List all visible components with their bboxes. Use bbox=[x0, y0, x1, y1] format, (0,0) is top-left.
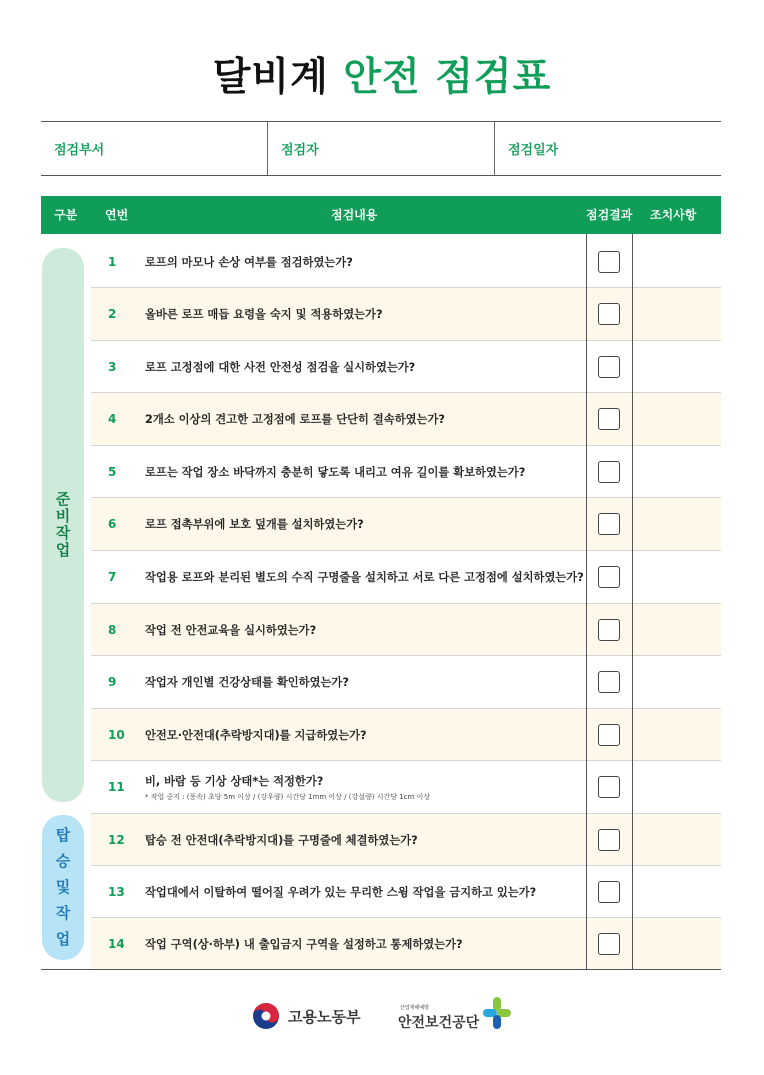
result-checkbox[interactable] bbox=[598, 303, 620, 325]
row-text: 2개소 이상의 견고한 고정점에 로프를 단단히 결속하였는가? bbox=[145, 413, 445, 426]
row-text: 로프 고정점에 대한 사전 안전성 점검을 실시하였는가? bbox=[145, 360, 416, 374]
inspection-info-bar bbox=[41, 121, 721, 176]
table-row bbox=[91, 236, 721, 288]
header-result: 점검결과 bbox=[586, 208, 633, 222]
dept-field[interactable] bbox=[41, 122, 267, 175]
row-content bbox=[145, 709, 585, 760]
row-number: 8 bbox=[108, 622, 117, 637]
result-checkbox[interactable] bbox=[598, 881, 620, 903]
row-content bbox=[145, 551, 585, 603]
header-action: 조치사항 bbox=[650, 208, 697, 222]
row-number: 5 bbox=[108, 464, 117, 479]
result-checkbox[interactable] bbox=[598, 829, 620, 851]
row-text: 탑승 전 안전대(추락방지대)를 구명줄에 체결하였는가? bbox=[145, 833, 418, 847]
row-text: 안전모·안전대(추락방지대)를 지급하였는가? bbox=[145, 728, 367, 742]
table-row bbox=[91, 341, 721, 393]
kosha-cross-icon bbox=[480, 995, 514, 1031]
category-prep-work bbox=[42, 248, 84, 802]
row-content bbox=[145, 341, 585, 392]
row-content bbox=[145, 604, 585, 655]
result-checkbox[interactable] bbox=[598, 461, 620, 483]
row-text: 작업자 개인별 건강상태를 확인하였는가? bbox=[145, 676, 349, 689]
row-number: 1 bbox=[108, 254, 117, 269]
result-checkbox[interactable] bbox=[598, 566, 620, 588]
row-text: 작업 전 안전교육을 실시하였는가? bbox=[145, 623, 317, 637]
header-category: 구분 bbox=[54, 208, 78, 222]
table-row bbox=[91, 866, 721, 918]
row-content bbox=[145, 446, 585, 497]
row-number: 12 bbox=[108, 832, 125, 847]
category-ride-char: 업 bbox=[55, 930, 71, 948]
dept-label: 점검부서 bbox=[54, 143, 105, 158]
table-row bbox=[91, 761, 721, 814]
table-row bbox=[91, 709, 721, 761]
row-text: 작업대에서 이탈하여 떨어질 우려가 있는 무리한 스윙 작업을 금지하고 있는가? bbox=[145, 885, 537, 899]
row-note: * 작업 중지 : (풍속) 초당 5m 이상 / (강우량) 시간당 1mm 이상 / (강설량) 시간당 1cm 이상 bbox=[145, 792, 431, 801]
result-checkbox[interactable] bbox=[598, 671, 620, 693]
row-number: 13 bbox=[108, 884, 125, 899]
row-text: 작업 구역(상·하부) 내 출입금지 구역을 설정하고 통제하였는가? bbox=[145, 937, 463, 951]
kosha-logo-text: 안전보건공단 bbox=[398, 1015, 480, 1031]
column-divider-action bbox=[632, 234, 633, 969]
table-row bbox=[91, 498, 721, 551]
result-checkbox[interactable] bbox=[598, 513, 620, 535]
row-content bbox=[145, 866, 585, 917]
footer-logos bbox=[0, 992, 764, 1042]
row-number: 10 bbox=[108, 727, 125, 742]
row-text: 로프는 작업 장소 바닥까지 충분히 닿도록 내리고 여유 길이를 확보하였는가? bbox=[145, 465, 526, 479]
result-checkbox[interactable] bbox=[598, 619, 620, 641]
table-header bbox=[41, 196, 721, 234]
category-ride-char: 작 bbox=[55, 904, 71, 922]
row-number: 11 bbox=[108, 780, 125, 794]
table-row bbox=[91, 393, 721, 446]
result-checkbox[interactable] bbox=[598, 933, 620, 955]
row-content bbox=[145, 288, 585, 340]
row-text: 올바른 로프 매듭 요령을 숙지 및 적용하였는가? bbox=[145, 308, 383, 321]
category-ride-char: 승 bbox=[55, 852, 71, 870]
result-checkbox[interactable] bbox=[598, 776, 620, 798]
row-content bbox=[145, 761, 585, 813]
row-text: 비, 바람 등 기상 상태*는 적정한가? bbox=[145, 774, 324, 788]
header-no: 연번 bbox=[105, 208, 129, 222]
row-number: 3 bbox=[108, 359, 117, 374]
table-row bbox=[91, 814, 721, 866]
row-content bbox=[145, 498, 585, 550]
table-row bbox=[91, 551, 721, 604]
row-text: 로프의 마모나 손상 여부를 점검하였는가? bbox=[145, 255, 353, 269]
row-number: 6 bbox=[108, 517, 117, 531]
category-ride-char: 탑 bbox=[55, 826, 71, 844]
category-prep-char: 업 bbox=[55, 541, 71, 559]
category-prep-char: 비 bbox=[55, 507, 71, 525]
moel-logo-text: 고용노동부 bbox=[288, 1008, 361, 1026]
category-boarding-work bbox=[42, 815, 84, 960]
page-title bbox=[0, 46, 764, 102]
date-label: 점검일자 bbox=[508, 143, 559, 158]
table-row bbox=[91, 918, 721, 969]
title-part1: 달비계 bbox=[212, 55, 329, 100]
result-checkbox[interactable] bbox=[598, 251, 620, 273]
row-content bbox=[145, 236, 585, 287]
row-text: 작업용 로프와 분리된 별도의 수직 구명줄을 설치하고 서로 다른 고정점에 설치하였는가? bbox=[145, 571, 584, 584]
result-checkbox[interactable] bbox=[598, 408, 620, 430]
row-number: 7 bbox=[108, 570, 117, 584]
row-text: 로프 접촉부위에 보호 덮개를 설치하였는가? bbox=[145, 518, 364, 531]
category-prep-char: 작 bbox=[55, 524, 71, 542]
row-number: 9 bbox=[108, 675, 117, 689]
column-divider-result bbox=[586, 234, 587, 969]
result-checkbox[interactable] bbox=[598, 356, 620, 378]
row-content bbox=[145, 814, 585, 865]
category-prep-char: 준 bbox=[55, 490, 71, 508]
date-field[interactable] bbox=[494, 122, 721, 175]
kosha-logo-subtext: 산업재해예방 bbox=[400, 1005, 429, 1011]
result-checkbox[interactable] bbox=[598, 724, 620, 746]
row-content bbox=[145, 656, 585, 708]
category-ride-char: 및 bbox=[55, 878, 71, 896]
row-content bbox=[145, 918, 585, 969]
table-row bbox=[91, 604, 721, 656]
moel-emblem-icon bbox=[252, 1002, 280, 1030]
table-bottom-rule bbox=[41, 969, 721, 970]
row-number: 4 bbox=[108, 412, 117, 426]
row-number: 14 bbox=[108, 936, 125, 951]
row-content bbox=[145, 393, 585, 445]
inspector-label: 점검자 bbox=[281, 143, 319, 158]
title-part2: 안전 점검표 bbox=[343, 55, 552, 100]
header-content: 점검내용 bbox=[331, 208, 378, 222]
table-row bbox=[91, 288, 721, 341]
table-row bbox=[91, 446, 721, 498]
row-number: 2 bbox=[108, 307, 117, 321]
inspector-field[interactable] bbox=[267, 122, 494, 175]
table-row bbox=[91, 656, 721, 709]
